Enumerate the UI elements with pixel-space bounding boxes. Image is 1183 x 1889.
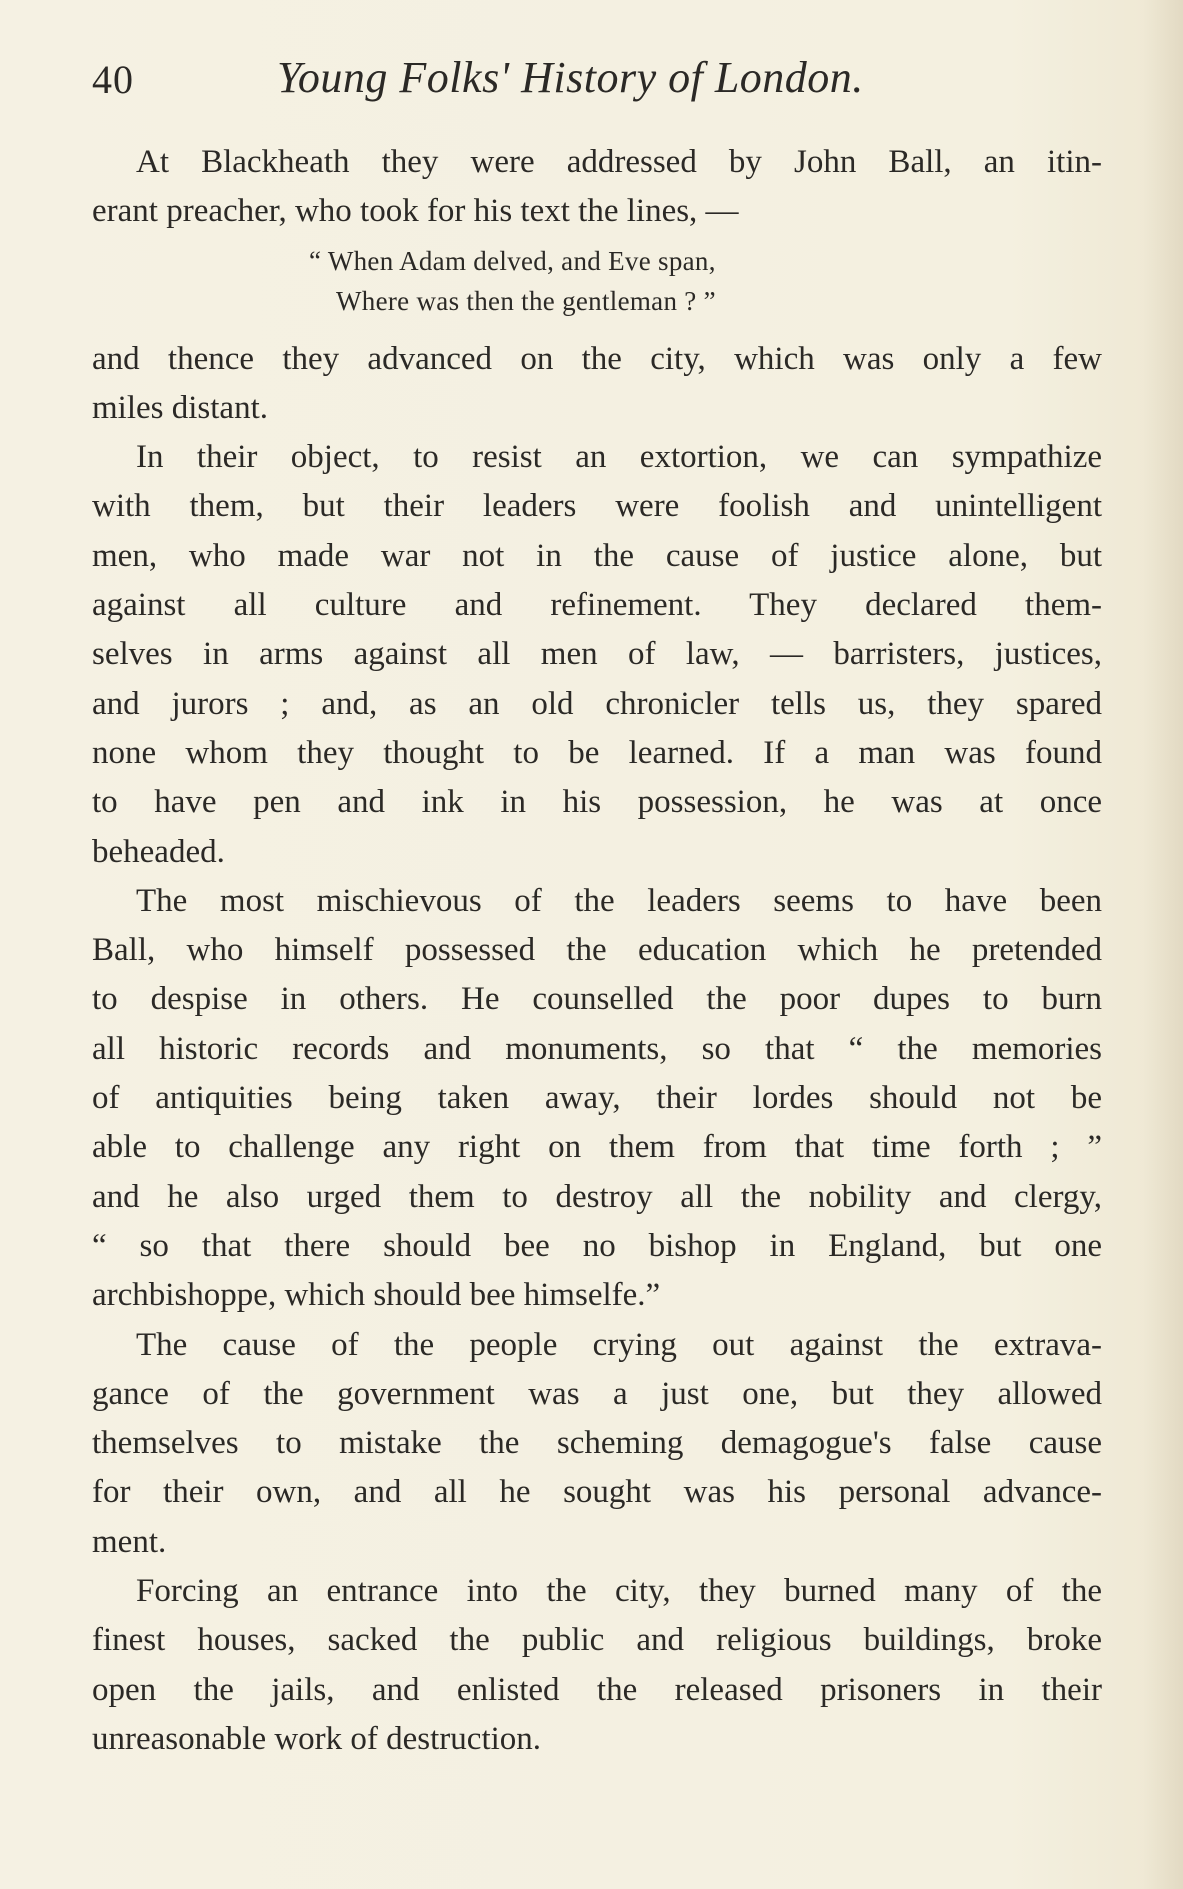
- text-line: Forcing an entrance into the city, they burned many of the: [136, 1573, 1102, 1610]
- text-line: finest houses, sacked the public and religious buildings, broke: [92, 1622, 1102, 1659]
- text-line: to despise in others. He counselled the poor dupes to burn: [92, 981, 1102, 1018]
- text-line: Ball, who himself possessed the education which he pretended: [92, 932, 1102, 969]
- text-line: archbishoppe, which should bee himselfe.”: [92, 1277, 661, 1314]
- text-line: of antiquities being taken away, their lordes should not be: [92, 1080, 1102, 1117]
- page-number: 40: [92, 57, 134, 102]
- text-line: and jurors ; and, as an old chronicler tells us, they spared: [92, 685, 1102, 722]
- verse-line: “ When Adam delved, and Eve span,: [309, 245, 716, 276]
- text-line: all historic records and monuments, so that “ the memories: [92, 1030, 1102, 1067]
- text-line: and he also urged them to destroy all the nobility and clergy,: [92, 1178, 1102, 1215]
- text-line: for their own, and all he sought was his personal advance-: [92, 1474, 1102, 1511]
- paragraph: [92, 138, 1102, 237]
- paragraph: [92, 433, 1102, 877]
- text-line: to have pen and ink in his possession, he was at once: [92, 784, 1102, 821]
- body-text: [92, 138, 1102, 1764]
- text-line: In their object, to resist an extortion, we can sympathize: [136, 439, 1102, 476]
- paragraph: [92, 1321, 1102, 1567]
- text-line: unreasonable work of destruction.: [92, 1720, 542, 1757]
- text-line: able to challenge any right on them from that time forth ; ”: [92, 1129, 1102, 1166]
- text-line: men, who made war not in the cause of justice alone, but: [92, 537, 1102, 574]
- page-edge-shadow: [1143, 0, 1183, 1889]
- text-line: themselves to mistake the scheming demagogue's false cause: [92, 1425, 1102, 1462]
- text-line: against all culture and refinement. They declared them-: [92, 587, 1102, 624]
- paragraph: [92, 1567, 1102, 1764]
- paragraph: [92, 877, 1102, 1321]
- text-line: with them, but their leaders were foolish and unintelligent: [92, 488, 1102, 525]
- text-line: miles distant.: [92, 389, 268, 426]
- verse-quote: [92, 241, 1102, 321]
- paragraph: [92, 335, 1102, 434]
- text-line: and thence they advanced on the city, which was only a few: [92, 340, 1102, 377]
- verse-line: Where was then the gentleman ? ”: [336, 285, 716, 316]
- text-line: selves in arms against all men of law, — barristers, justices,: [92, 636, 1102, 673]
- text-line: open the jails, and enlisted the released prisoners in their: [92, 1671, 1102, 1708]
- text-line: none whom they thought to be learned. If a man was found: [92, 734, 1102, 771]
- text-line: The most mischievous of the leaders seems to have been: [136, 882, 1102, 919]
- text-line: “ so that there should bee no bishop in England, but one: [92, 1227, 1102, 1264]
- text-line: gance of the government was a just one, but they allowed: [92, 1375, 1102, 1412]
- text-line: The cause of the people crying out against the extrava-: [136, 1326, 1102, 1363]
- running-head: [92, 48, 1092, 108]
- running-title: Young Folks' History of London.: [277, 53, 864, 102]
- text-line: beheaded.: [92, 833, 225, 870]
- text-line: erant preacher, who took for his text the lines, —: [92, 193, 739, 230]
- text-line: ment.: [92, 1523, 167, 1560]
- text-line: At Blackheath they were addressed by John Ball, an itin-: [136, 144, 1102, 180]
